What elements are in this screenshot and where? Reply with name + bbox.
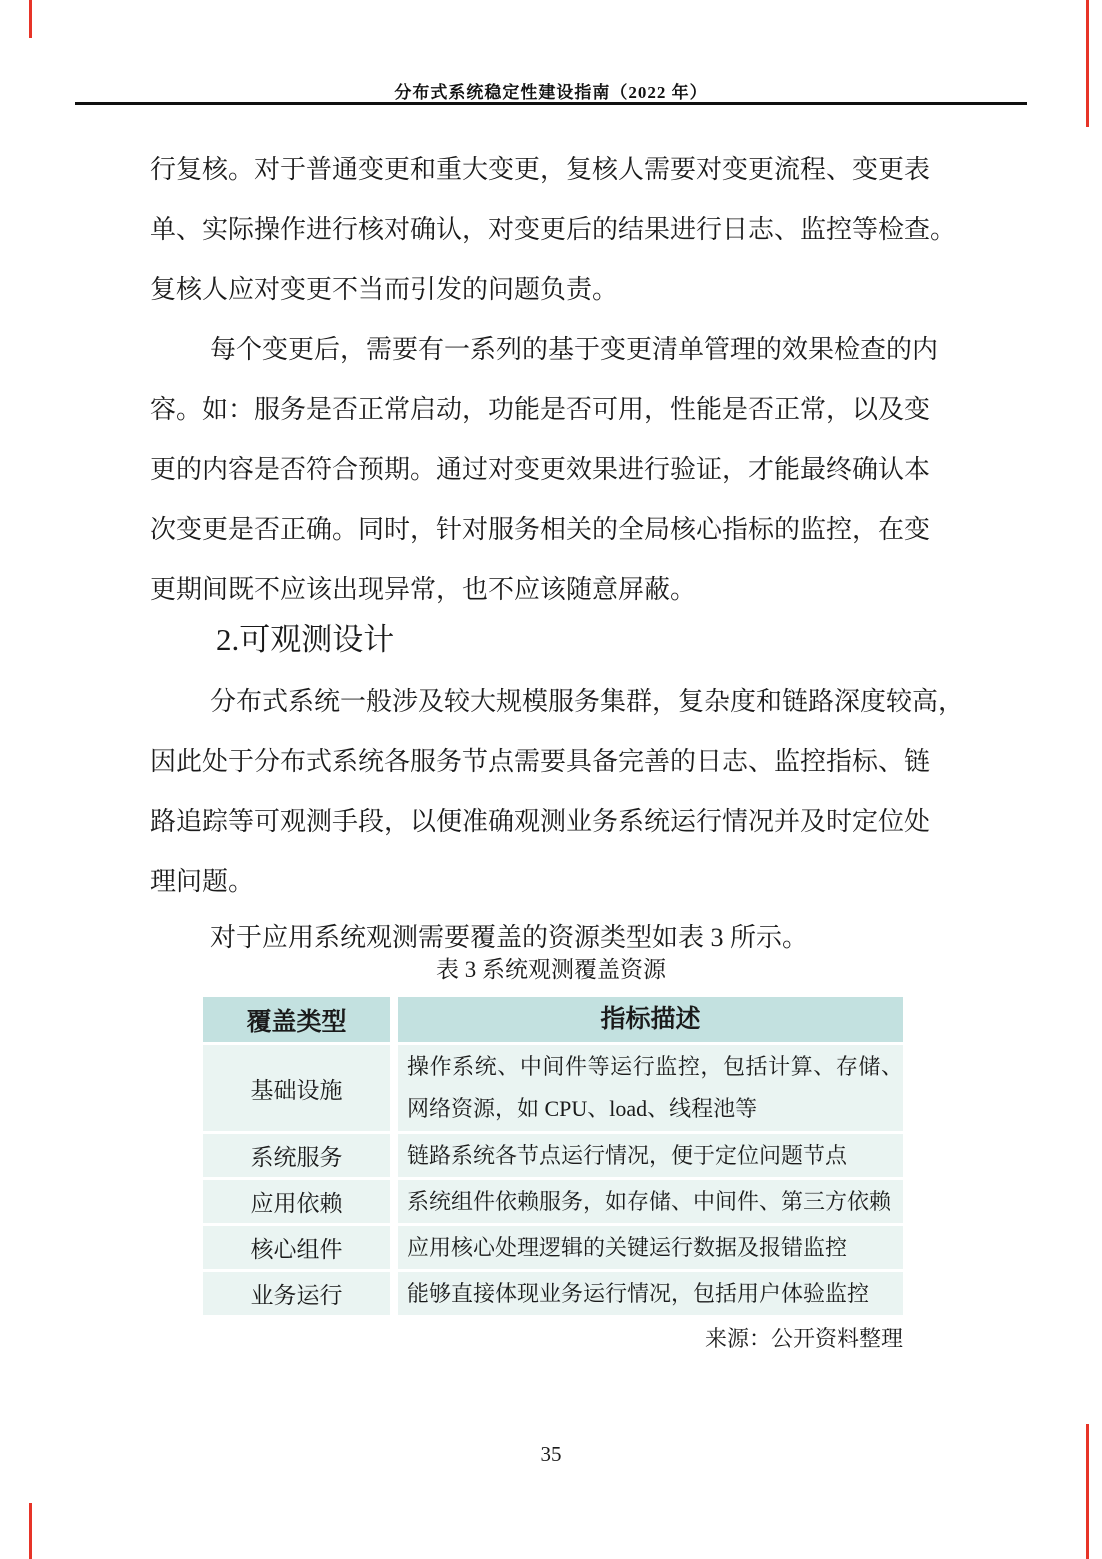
table-cell-type: 应用依赖 [203,1180,390,1223]
body-line: 每个变更后，需要有一系列的基于变更清单管理的效果检查的内 [210,335,939,364]
table-cell-desc [398,1045,903,1131]
body-line: 单、实际操作进行核对确认，对变更后的结果进行日志、监控等检查。 [150,215,957,244]
section-heading-observability [150,608,930,672]
paragraph-observability-intro [150,672,965,912]
body-line: 复核人应对变更不当而引发的问题负责。 [150,275,619,304]
table-cell-desc: 能够直接体现业务运行情况，包括用户体验监控 [398,1272,903,1315]
body-line: 容。如：服务是否正常启动，功能是否可用，性能是否正常，以及变 [150,395,931,424]
paragraph-change-effect-check [150,320,939,620]
table-row [203,1226,903,1269]
table-cell-type: 业务运行 [203,1272,390,1315]
body-line: 因此处于分布式系统各服务节点需要具备完善的日志、监控指标、链 [150,747,931,776]
table-row [203,1180,903,1223]
crop-mark-bottom-left [29,1503,32,1559]
source-note: 来源：公开资料整理 [704,1326,903,1351]
table-cell-type: 核心组件 [203,1226,390,1269]
table-row [203,1272,903,1315]
body-line: 更期间既不应该出现异常，也不应该随意屏蔽。 [150,575,697,604]
table-caption: 表 3 系统观测覆盖资源 [436,957,666,982]
body-line: 分布式系统一般涉及较大规模服务集群，复杂度和链路深度较高， [210,687,965,716]
table-cell-type: 系统服务 [203,1134,390,1177]
table-cell-desc: 链路系统各节点运行情况，便于定位问题节点 [398,1134,903,1177]
table-header-coverage-type: 覆盖类型 [203,997,390,1042]
body-line: 更的内容是否符合预期。通过对变更效果进行验证，才能最终确认本 [150,455,931,484]
body-line: 次变更是否正确。同时，针对服务相关的全局核心指标的监控，在变 [150,515,931,544]
table-cell-desc-text: 操作系统、中间件等运行监控，包括计算、存储、网络资源，如 CPU、load、线程池等 [407,1054,903,1121]
body-line: 对于应用系统观测需要覆盖的资源类型如表 3 所示。 [210,923,809,952]
table-row [203,1134,903,1177]
document-header-title: 分布式系统稳定性建设指南（2022 年） [394,83,708,102]
paragraph-change-review [150,140,957,320]
section-heading-text: 2.可观测设计 [216,622,395,657]
body-line: 路追踪等可观测手段，以便准确观测业务系统运行情况并及时定位处 [150,807,931,836]
crop-mark-top-left [29,0,32,38]
table-header-indicator-desc: 指标描述 [398,997,903,1042]
table-cell-desc: 应用核心处理逻辑的关键运行数据及报错监控 [398,1226,903,1269]
observation-coverage-table [203,997,903,1318]
table-row [203,1045,903,1131]
crop-mark-top-right [1086,0,1089,127]
body-line: 行复核。对于普通变更和重大变更，复核人需要对变更流程、变更表 [150,155,931,184]
table-header-row [203,997,903,1042]
table-cell-type: 基础设施 [203,1045,390,1131]
table-cell-desc: 系统组件依赖服务，如存储、中间件、第三方依赖 [398,1180,903,1223]
body-line: 理问题。 [150,867,255,896]
header-divider-rule [75,102,1027,105]
page-number: 35 [540,1442,562,1466]
